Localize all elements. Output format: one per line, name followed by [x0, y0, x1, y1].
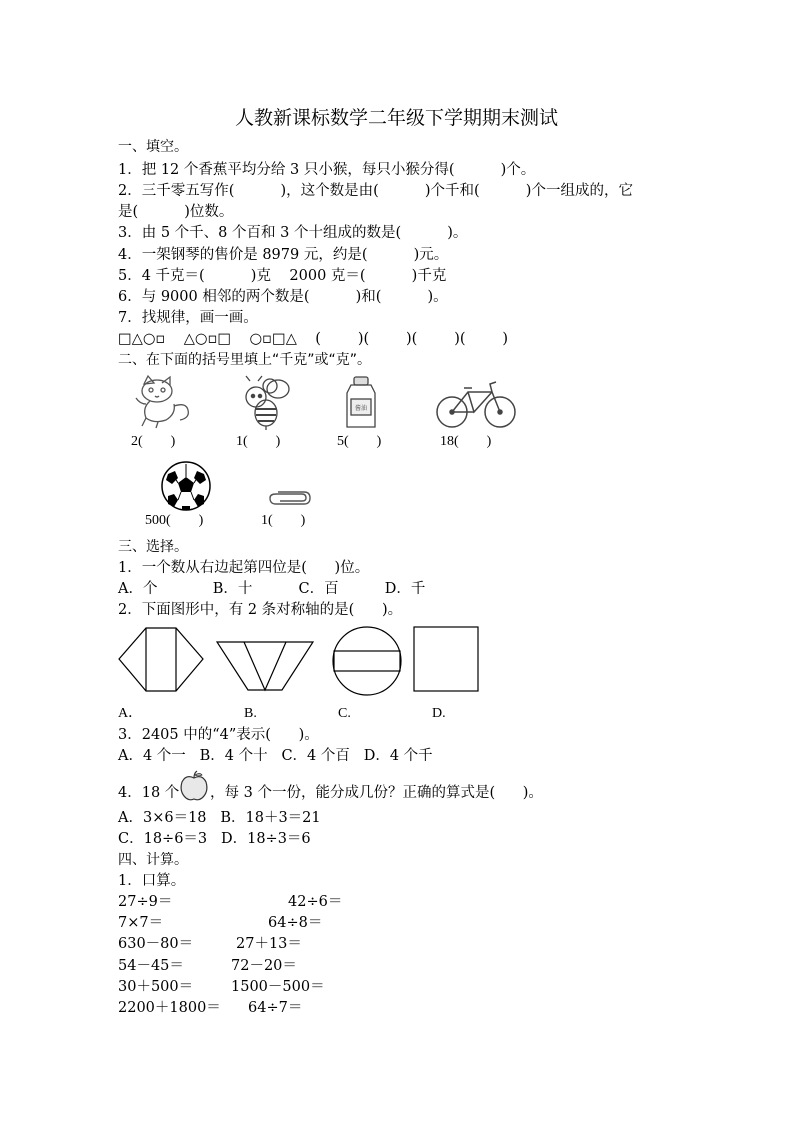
question-1-3: 3．由 5 个千、8 个百和 3 个十组成的数是( )。 [118, 225, 468, 241]
shape-label-c: C. [338, 706, 351, 721]
page-title: 人教新课标数学二年级下学期期末测试 [234, 107, 558, 129]
cat-icon [130, 374, 194, 430]
item-label-bicycle: 18( ) [440, 434, 492, 449]
paperclip-icon [268, 488, 312, 508]
calc-item: 27÷9＝ [118, 894, 173, 910]
apple-icon [178, 770, 210, 802]
shape-label-a: A． [118, 706, 143, 721]
shape-option-d [413, 626, 481, 694]
section4-subheading: 1．口算。 [118, 873, 186, 889]
calc-item: 2200＋1800＝ [118, 1000, 221, 1016]
calc-item: 630－80＝ [118, 936, 194, 952]
section1-heading: 一、填空。 [118, 139, 188, 155]
calc-item: 72－20＝ [231, 958, 297, 974]
calc-item: 1500－500＝ [231, 979, 325, 995]
question-1-5: 5．4 千克＝( )克 2000 克＝( )千克 [118, 268, 447, 284]
svg-text:酱油: 酱油 [354, 405, 368, 412]
question-1-2b: 是( )位数。 [118, 204, 234, 220]
item-label-paperclip: 1( ) [261, 513, 306, 528]
question-3-1: 1．一个数从右边起第四位是( )位。 [118, 560, 370, 576]
question-1-2a: 2．三千零五写作( )，这个数是由( )个千和( )个一组成的，它 [118, 183, 633, 199]
question-3-3-options: A．4 个一 B．4 个十 C．4 个百 D．4 个千 [118, 748, 433, 764]
shape-pattern: □△○▫ △○▫□ ○▫□△ ( )( )( )( ) [118, 331, 509, 347]
bee-icon [236, 375, 296, 431]
item-label-bottle: 5( ) [337, 434, 382, 449]
item-label-cat: 2( ) [131, 434, 176, 449]
bottle-icon [341, 375, 381, 431]
question-1-1: 1．把 12 个香蕉平均分给 3 只小猴，每只小猴分得( )个。 [118, 162, 536, 178]
bicycle-icon [434, 380, 518, 430]
calc-item: 64÷7＝ [248, 1000, 303, 1016]
calc-item: 27＋13＝ [236, 936, 302, 952]
item-label-soccer-ball: 500( ) [145, 513, 204, 528]
shape-option-a [118, 627, 206, 693]
question-1-6: 6．与 9000 相邻的两个数是( )和( )。 [118, 289, 448, 305]
question-3-1-options: A．个 B．十 C．百 D．千 [118, 581, 426, 597]
question-3-3: 3．2405 中的“4”表示( )。 [118, 727, 319, 743]
item-label-bee: 1( ) [236, 434, 281, 449]
question-3-4-options-2: C．18÷6＝3 D．18÷3＝6 [118, 831, 311, 847]
calc-item: 42÷6＝ [288, 894, 343, 910]
section3-heading: 三、选择。 [118, 539, 188, 555]
shape-option-c [331, 626, 403, 696]
calc-item: 54－45＝ [118, 958, 184, 974]
question-1-4: 4．一架钢琴的售价是 8979 元，约是( )元。 [118, 247, 449, 263]
soccer-ball-icon [160, 460, 212, 512]
shape-label-b: B. [244, 706, 257, 721]
calc-item: 64÷8＝ [268, 915, 323, 931]
question-3-4-options-1: A．3×6＝18 B．18＋3＝21 [118, 810, 321, 826]
question-3-4-prefix: 4．18 个 [118, 785, 180, 801]
question-1-7: 7．找规律，画一画。 [118, 310, 258, 326]
calc-item: 7×7＝ [118, 915, 164, 931]
section2-heading: 二、在下面的括号里填上“千克”或“克”。 [118, 352, 372, 368]
shape-option-b [216, 640, 316, 692]
shape-label-d: D. [432, 706, 446, 721]
calc-item: 30＋500＝ [118, 979, 194, 995]
section4-heading: 四、计算。 [118, 852, 188, 868]
question-3-2: 2．下面图形中，有 2 条对称轴的是( )。 [118, 602, 403, 618]
question-3-4-suffix: ，每 3 个一份，能分成几份？正确的算式是( )。 [210, 785, 543, 801]
